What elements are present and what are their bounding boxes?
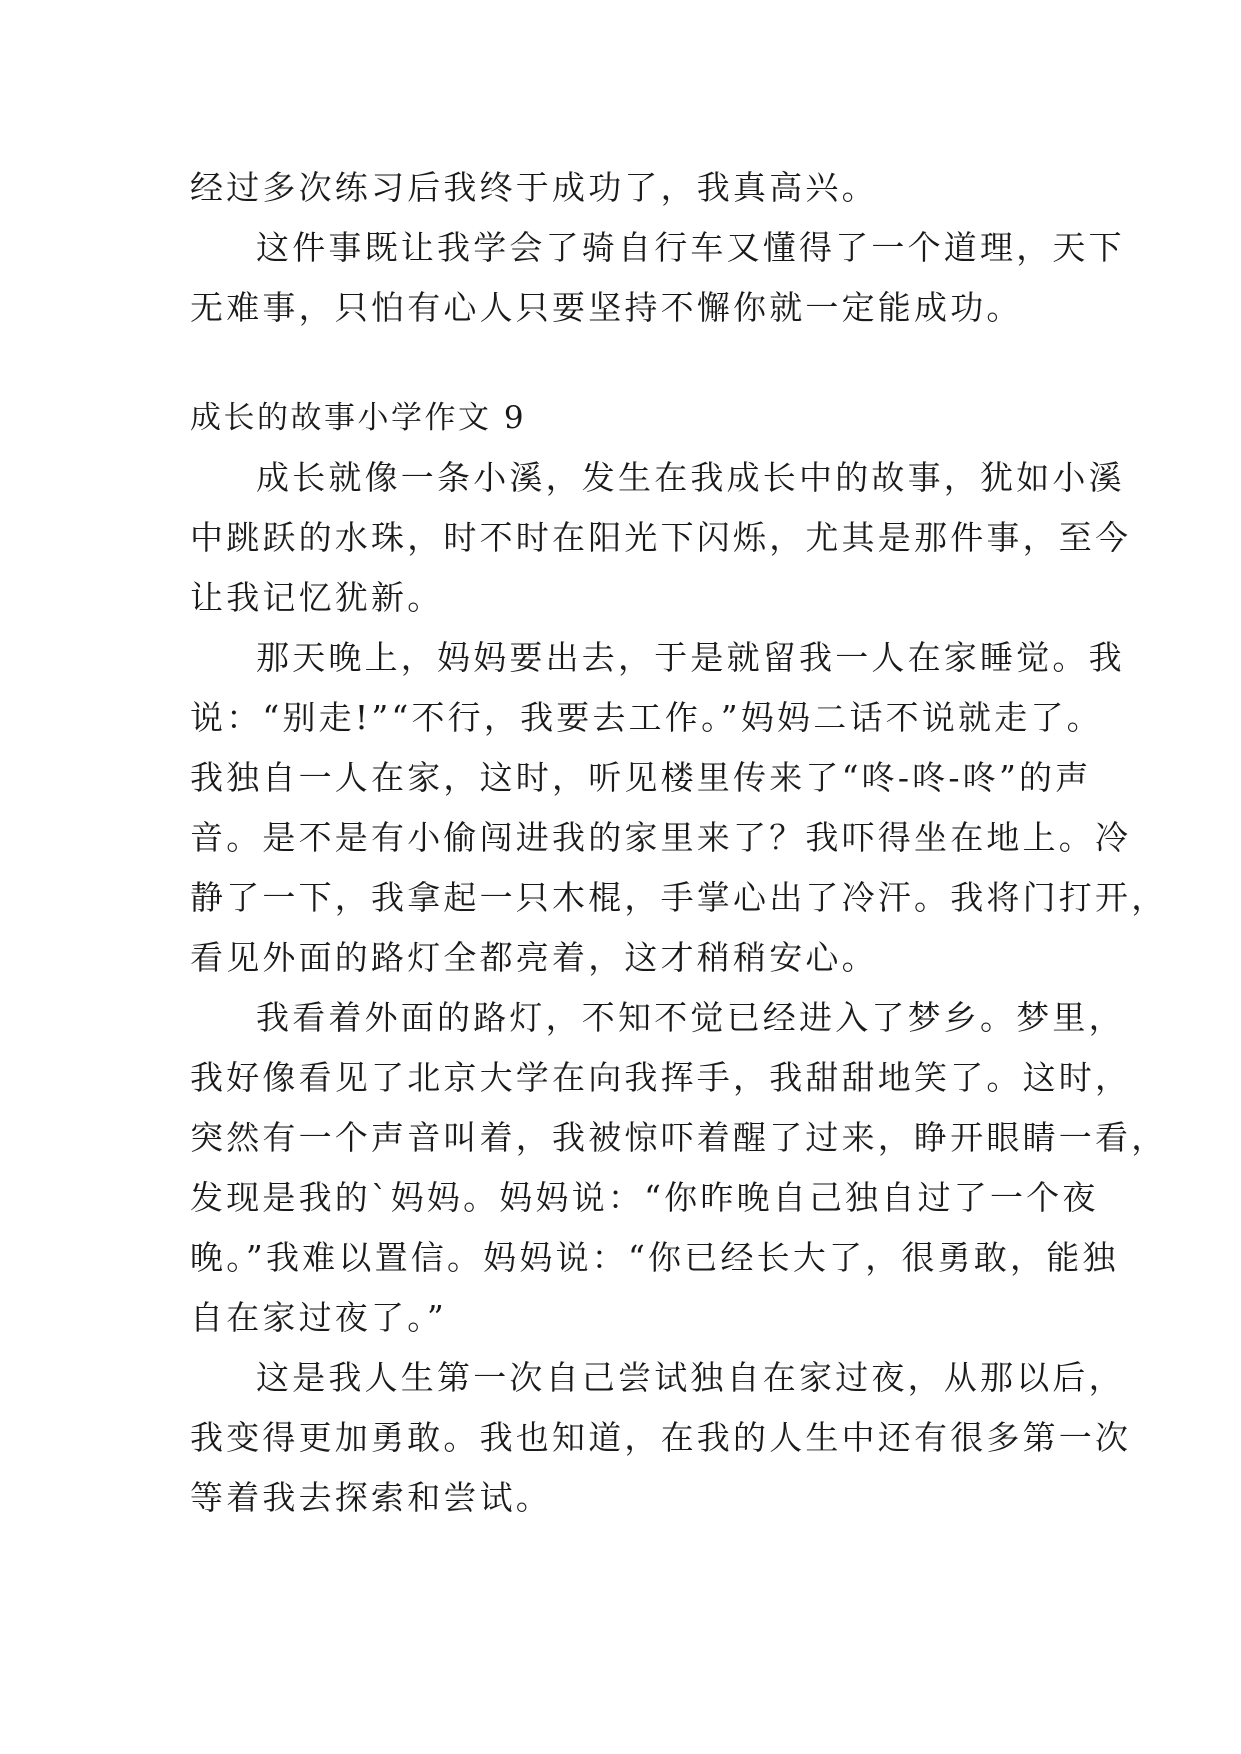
text-line: 等着我去探索和尝试。 — [190, 1478, 552, 1517]
text-line: 让我记忆犹新。 — [190, 578, 444, 617]
text-line: 那天晚上，妈妈要出去，于是就留我一人在家睡觉。我 — [256, 638, 1125, 677]
text-line: 晚。”我难以置信。妈妈说：“你已经长大了，很勇敢，能独 — [190, 1238, 1119, 1277]
text-line: 中跳跃的水珠，时不时在阳光下闪烁，尤其是那件事，至今 — [190, 518, 1132, 557]
text-line: 这件事既让我学会了骑自行车又懂得了一个道理，天下 — [256, 228, 1125, 267]
text-line: 无难事，只怕有心人只要坚持不懈你就一定能成功。 — [190, 288, 1023, 327]
text-line: 经过多次练习后我终于成功了，我真高兴。 — [190, 168, 878, 207]
text-line: 发现是我的`妈妈。妈妈说：“你昨晚自己独自过了一个夜 — [190, 1178, 1099, 1217]
text-line: 音。是不是有小偷闯进我的家里来了？我吓得坐在地上。冷 — [190, 818, 1132, 857]
text-line: 我独自一人在家，这时，听见楼里传来了“咚-咚-咚”的声 — [190, 758, 1092, 797]
text-line: 说：“别走!”“不行，我要去工作。”妈妈二话不说就走了。 — [190, 698, 1103, 737]
text-line: 自在家过夜了。” — [190, 1298, 447, 1337]
text-line: 我好像看见了北京大学在向我挥手，我甜甜地笑了。这时， — [190, 1058, 1132, 1097]
text-line: 我看着外面的路灯，不知不觉已经进入了梦乡。梦里， — [256, 998, 1125, 1037]
text-line: 我变得更加勇敢。我也知道，在我的人生中还有很多第一次 — [190, 1418, 1132, 1457]
section-title: 成长的故事小学作文 9 — [190, 400, 527, 436]
text-line: 静了一下，我拿起一只木棍，手掌心出了冷汗。我将门打开， — [190, 878, 1168, 917]
text-line: 看见外面的路灯全都亮着，这才稍稍安心。 — [190, 938, 878, 977]
text-line: 成长就像一条小溪，发生在我成长中的故事，犹如小溪 — [256, 458, 1125, 497]
text-line: 这是我人生第一次自己尝试独自在家过夜，从那以后， — [256, 1358, 1125, 1397]
text-line: 突然有一个声音叫着，我被惊吓着醒了过来，睁开眼睛一看， — [190, 1118, 1168, 1157]
